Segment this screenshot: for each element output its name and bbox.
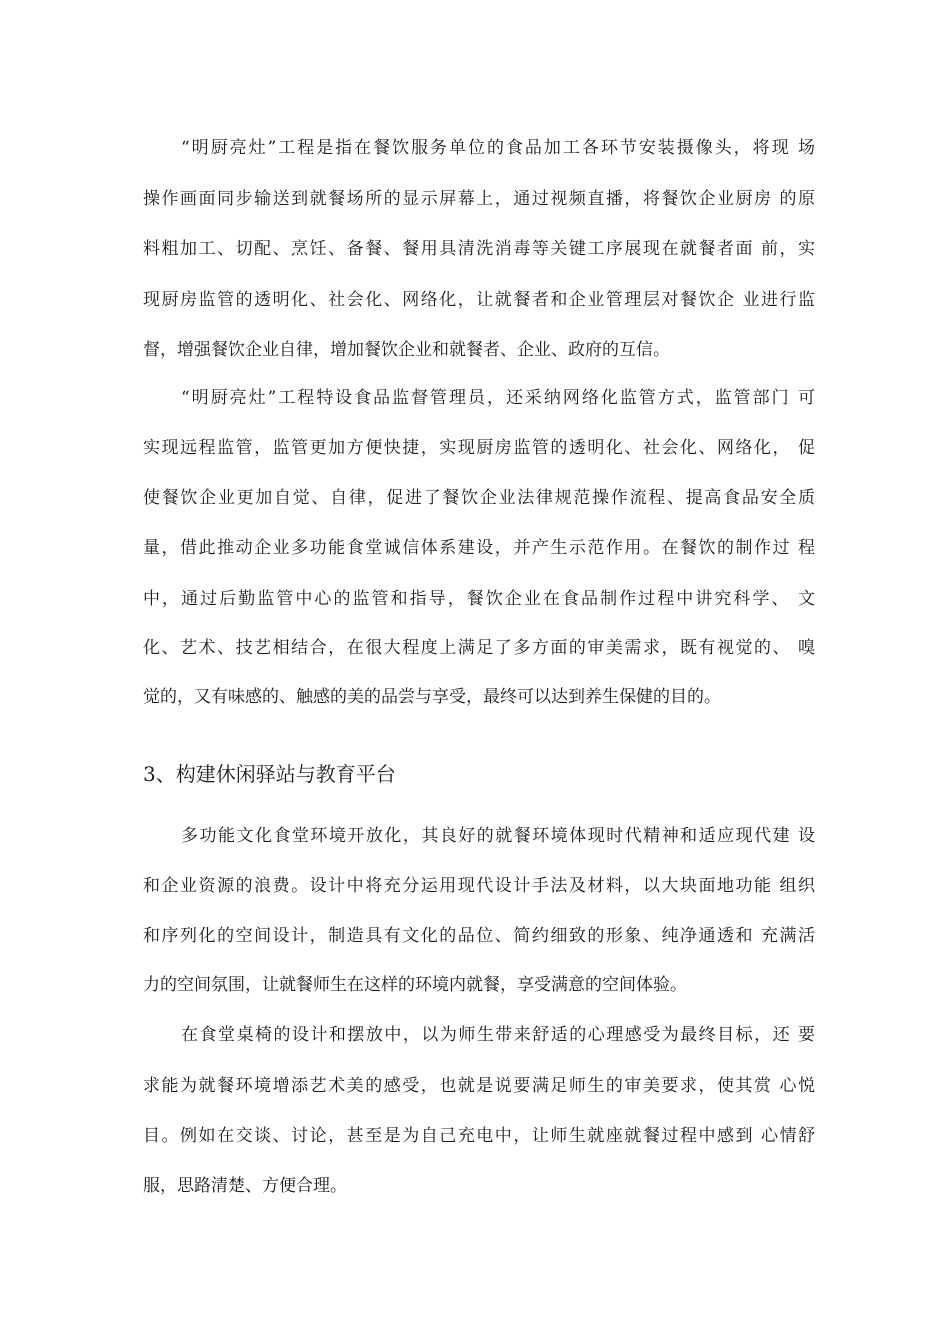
paragraph-2-line-3: 使餐饮企业更加自觉、自律，促进了餐饮企业法律规范操作流程、提高食品安全质	[143, 488, 815, 508]
paragraph-4-line-1: 在食堂桌椅的设计和摆放中，以为师生带来舒适的心理感受为最终目标，还 要	[181, 1025, 815, 1045]
paragraph-3-line-3: 和序列化的空间设计，制造具有文化的品位、简约细致的形象、纯净通透和 充满活	[143, 926, 815, 946]
paragraph-1-line-5: 督，增强餐饮企业自律，增加餐饮企业和就餐者、企业、政府的互信。	[143, 340, 670, 360]
paragraph-2-line-2: 实现远程监管，监管更加方便快捷，实现厨房监管的透明化、社会化、网络化， 促	[143, 438, 815, 458]
paragraph-2-line-4: 量，借此推动企业多功能食堂诚信体系建设，并产生示范作用。在餐饮的制作过 程	[143, 538, 815, 558]
paragraph-3-line-2: 和企业资源的浪费。设计中将充分运用现代设计手法及材料，以大块面地功能 组织	[143, 876, 815, 896]
paragraph-2-line-5: 中，通过后勤监管中心的监管和指导，餐饮企业在食品制作过程中讲究科学、 文	[143, 589, 815, 609]
paragraph-1-line-2: 操作画面同步输送到就餐场所的显示屏幕上，通过视频直播，将餐饮企业厨房 的原	[143, 189, 815, 209]
paragraph-4-line-2: 求能为就餐环境增添艺术美的感受，也就是说要满足师生的审美要求，使其赏 心悦	[143, 1076, 815, 1096]
paragraph-3-line-4: 力的空间氛围，让就餐师生在这样的环境内就餐，享受满意的空间体验。	[143, 975, 687, 995]
paragraph-4-line-4: 服，思路清楚、方便合理。	[143, 1176, 347, 1196]
paragraph-3-line-1: 多功能文化食堂环境开放化，其良好的就餐环境体现时代精神和适应现代建 设	[181, 826, 815, 846]
paragraph-2-line-6: 化、艺术、技艺相结合，在很大程度上满足了多方面的审美需求，既有视觉的、 嗅	[143, 638, 815, 658]
section-heading: 3、构建休闲驿站与教育平台	[143, 762, 396, 786]
paragraph-2-line-7: 觉的，又有味感的、触感的美的品尝与享受，最终可以达到养生保健的目的。	[143, 687, 721, 707]
paragraph-2-line-1: “明厨亮灶”工程特设食品监督管理员，还采纳网络化监管方式，监管部门 可	[181, 388, 815, 408]
paragraph-1-line-4: 现厨房监管的透明化、社会化、网络化，让就餐者和企业管理层对餐饮企 业进行监	[143, 290, 815, 310]
paragraph-1-line-1: “明厨亮灶”工程是指在餐饮服务单位的食品加工各环节安装摄像头，将现 场	[181, 138, 815, 158]
paragraph-4-line-3: 目。例如在交谈、讨论，甚至是为自己充电中，让师生就座就餐过程中感到 心情舒	[143, 1126, 815, 1146]
paragraph-1-line-3: 料粗加工、切配、烹饪、备餐、餐用具清洗消毒等关键工序展现在就餐者面 前，实	[143, 239, 815, 259]
